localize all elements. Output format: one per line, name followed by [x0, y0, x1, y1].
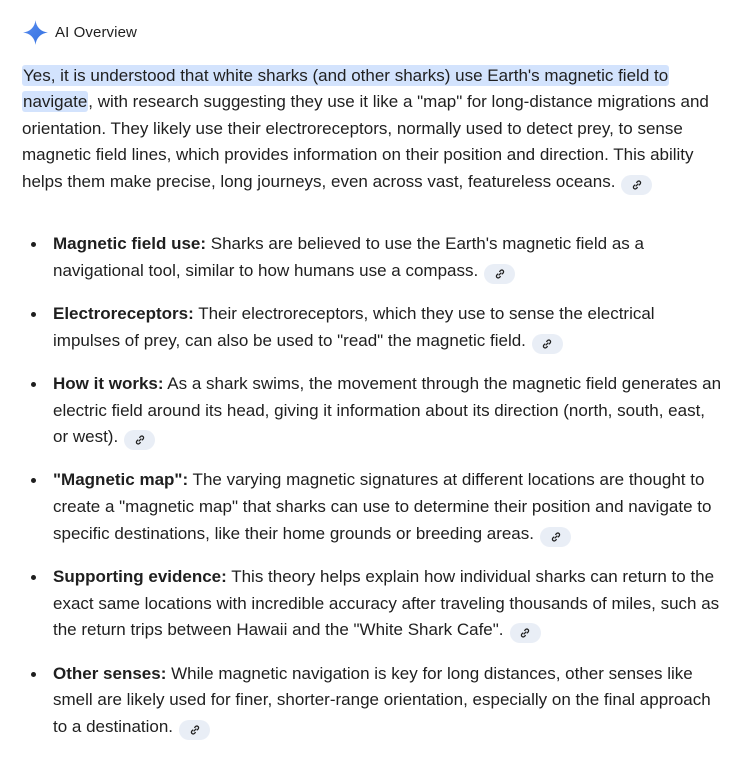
- ai-overview-header: [22, 18, 137, 46]
- citation-link-button[interactable]: [532, 334, 563, 354]
- bullet-heading: "Magnetic map":: [53, 470, 189, 490]
- bullet-text: Sharks are believed to use the Earth's magnetic field as a navigational tool, similar to how humans use a compass.: [53, 234, 644, 280]
- citation-link-button[interactable]: [124, 430, 155, 450]
- citation-link-button[interactable]: [540, 527, 571, 547]
- list-item: [22, 661, 722, 741]
- bullet-heading: Magnetic field use:: [53, 234, 207, 253]
- bullet-heading: Supporting evidence:: [53, 567, 227, 587]
- list-item: [22, 564, 722, 644]
- link-icon: [134, 434, 146, 446]
- ai-overview-title: AI Overview: [55, 23, 137, 41]
- bullet-text: This theory helps explain how individual sharks can return to the exact same locations with incredible accuracy after traveling thousands of miles, such as the return trips between Hawaii and the "White Shark Cafe".: [53, 567, 720, 640]
- sparkle-icon: [22, 19, 49, 46]
- overview-intro-paragraph: [22, 63, 722, 195]
- link-icon: [541, 338, 553, 350]
- bullet-text: While magnetic navigation is key for long distances, other senses like smell are likely used for finer, shorter-range orientation, especially on the final approach to a destination.: [53, 663, 711, 737]
- link-icon: [550, 531, 562, 543]
- citation-link-button[interactable]: [621, 175, 652, 195]
- list-item: [22, 301, 722, 354]
- list-item: [22, 467, 722, 547]
- highlighted-answer: Yes, it is understood that white sharks (and other sharks) use Earth's magnetic field to: [23, 66, 669, 85]
- link-icon: [494, 268, 506, 280]
- link-icon: [189, 724, 201, 736]
- bullet-heading: Other senses:: [53, 663, 167, 683]
- citation-link-button[interactable]: [510, 623, 541, 643]
- bullet-heading: How it works:: [53, 373, 164, 393]
- bullet-text: As a shark swims, the movement through the magnetic field generates an electric field around its head, giving it information about its direction (north, south, east, or west).: [53, 373, 722, 447]
- bullet-text: Their electroreceptors, which they use to sense the electrical impulses of prey, can also be used to "read" the magnetic field.: [53, 303, 655, 350]
- citation-link-button[interactable]: [179, 720, 210, 740]
- list-item: [22, 371, 722, 451]
- highlighted-answer-continued: navigate: [23, 92, 88, 112]
- link-icon: [519, 627, 531, 639]
- bullet-text: The varying magnetic signatures at different locations are thought to create a "magnetic map" that sharks can use to determine their position and navigate to specific destinations, like their home grounds or breeding areas.: [53, 470, 712, 543]
- bullet-heading: Electroreceptors:: [53, 303, 194, 323]
- link-icon: [631, 179, 643, 191]
- list-item: [22, 231, 722, 284]
- citation-link-button[interactable]: [484, 264, 515, 284]
- overview-bullet-list: [22, 231, 722, 757]
- intro-text: , with research suggesting they use it like a "map" for long-distance migrations and orientation. They likely use their electroreceptors, normally used to detect prey, to sense magnetic field lines, which provides information on their position and direction. This ability helps them make precise, long journeys, even across vast, featureless oceans.: [22, 92, 709, 191]
